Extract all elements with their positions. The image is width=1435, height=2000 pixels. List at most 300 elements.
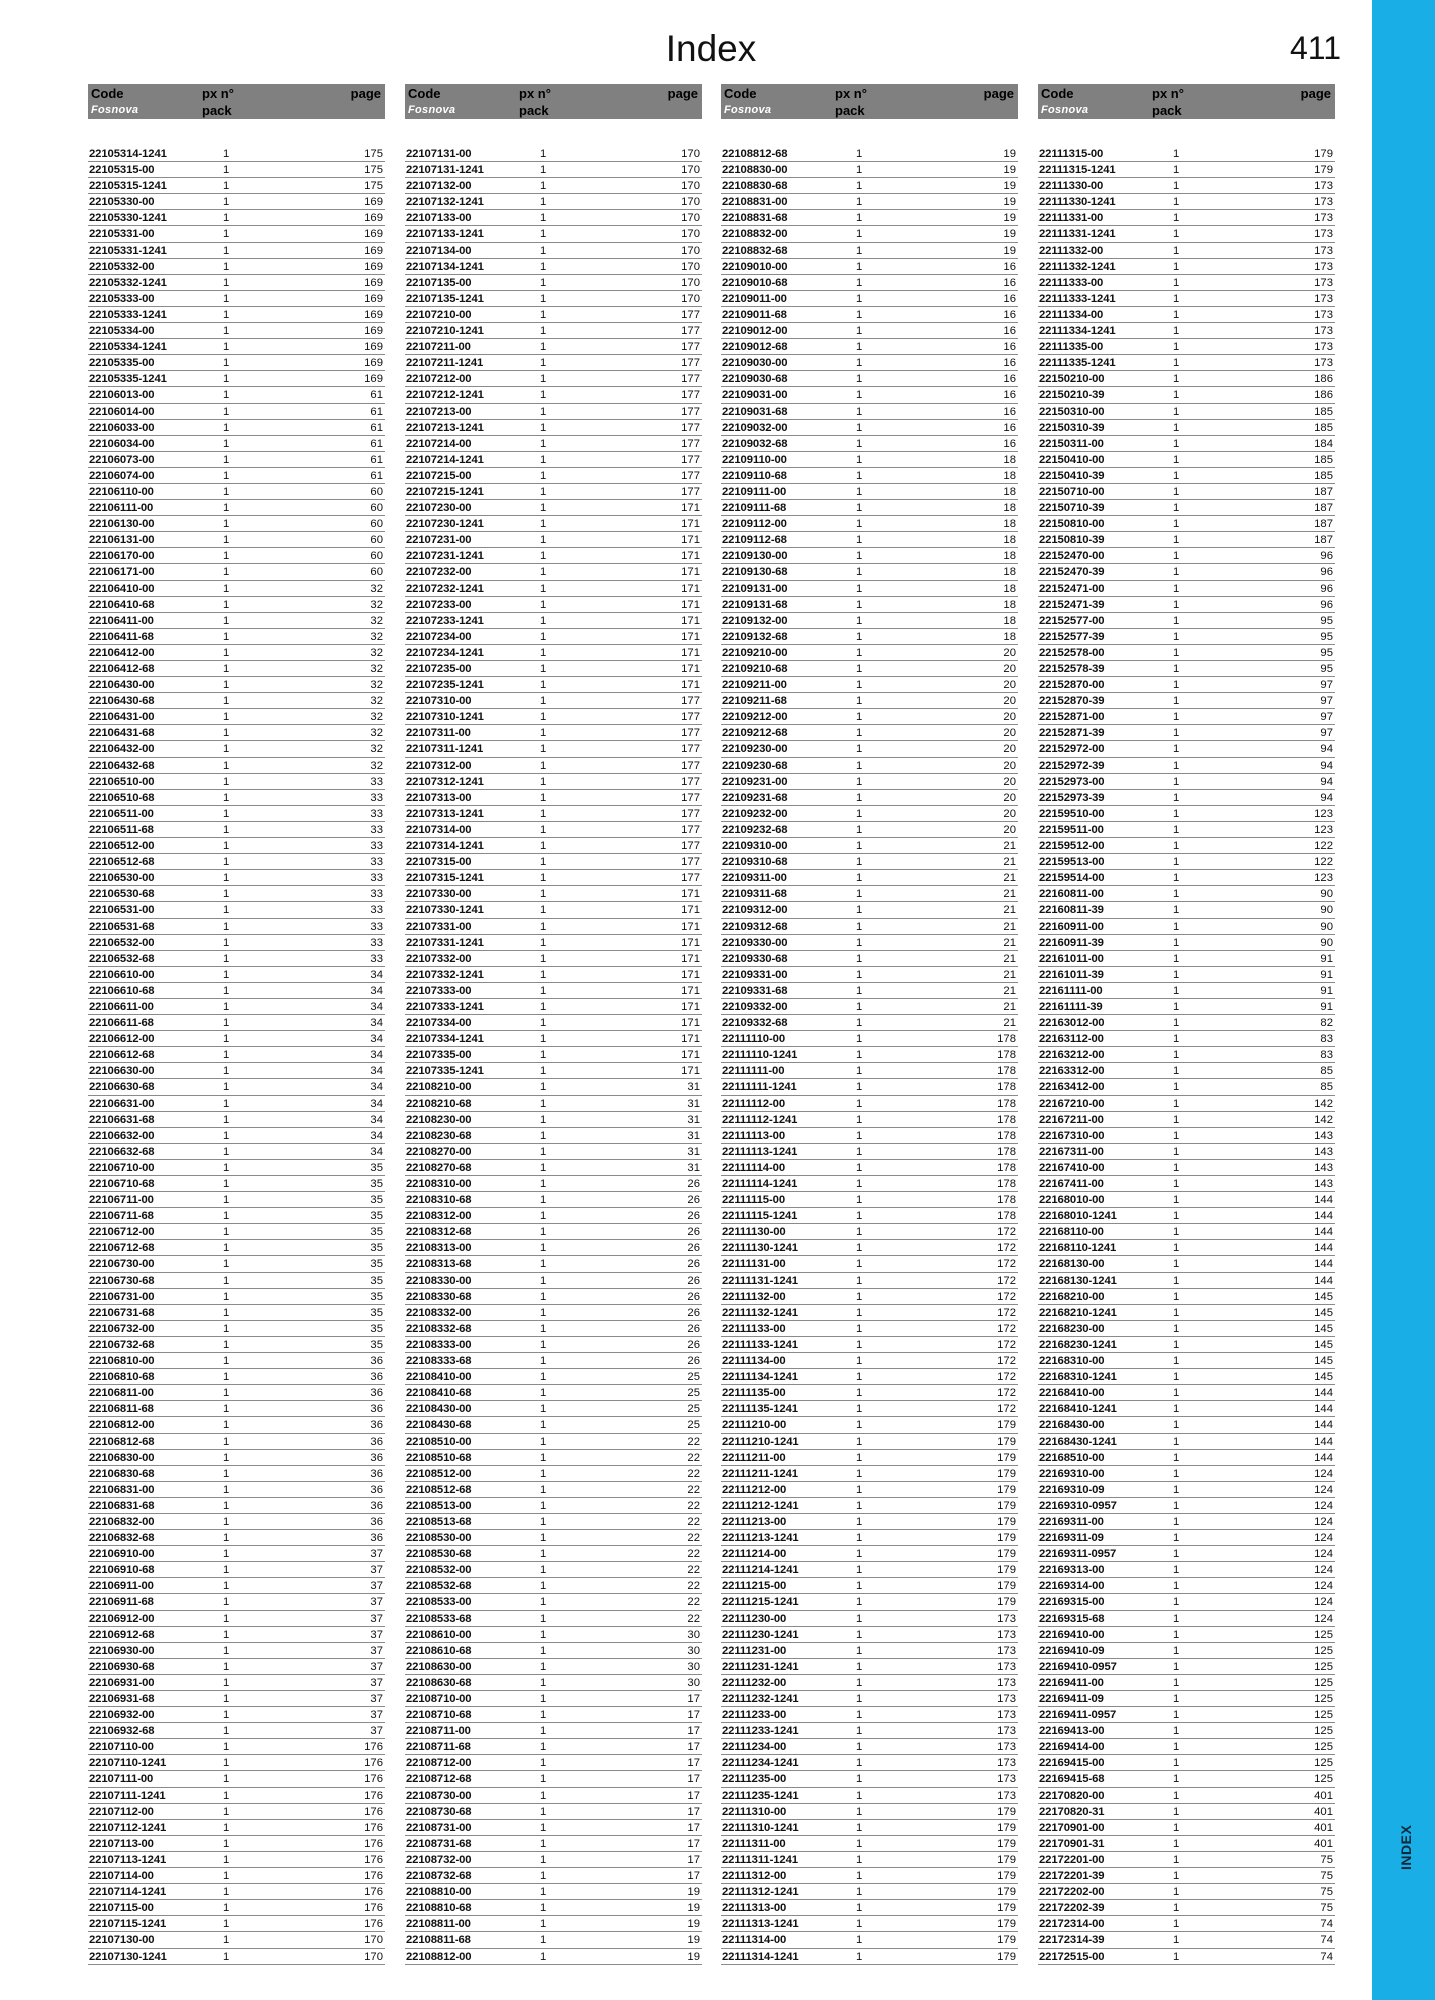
pack-quantity: 1 — [540, 1194, 547, 1207]
product-code: 22105331-1241 — [89, 244, 167, 257]
pack-quantity: 1 — [1173, 453, 1180, 466]
table-row — [721, 1369, 1018, 1385]
pack-quantity: 1 — [1173, 1918, 1180, 1931]
page-reference: 26 — [687, 1355, 700, 1368]
product-code: 22106110-00 — [89, 485, 154, 498]
table-row — [721, 967, 1018, 983]
product-code: 22111212-00 — [722, 1483, 787, 1496]
pack-quantity: 1 — [856, 1580, 863, 1593]
product-code: 22108332-68 — [406, 1322, 472, 1335]
table-row — [405, 323, 702, 339]
table-row — [1038, 1788, 1335, 1804]
product-code: 22106631-68 — [89, 1113, 155, 1126]
page-reference: 83 — [1320, 1049, 1333, 1062]
product-code: 22160811-00 — [1039, 888, 1104, 901]
table-row — [1038, 1144, 1335, 1160]
pack-quantity: 1 — [1173, 244, 1180, 257]
pack-quantity: 1 — [540, 1145, 547, 1158]
pack-quantity: 1 — [1173, 1419, 1180, 1432]
table-row — [721, 886, 1018, 902]
table-row — [721, 1047, 1018, 1063]
table-row — [405, 1015, 702, 1031]
page-reference: 172 — [997, 1242, 1016, 1255]
page-reference: 19 — [687, 1918, 700, 1931]
page-reference: 95 — [1320, 663, 1333, 675]
table-row — [405, 1385, 702, 1401]
pack-quantity: 1 — [856, 663, 863, 675]
page-reference: 124 — [1314, 1467, 1333, 1480]
page-reference: 145 — [1314, 1290, 1333, 1303]
pack-quantity: 1 — [856, 582, 863, 595]
product-code: 22111130-1241 — [722, 1242, 798, 1255]
pack-quantity: 1 — [856, 614, 863, 627]
page-reference: 171 — [681, 646, 700, 659]
pack-quantity: 1 — [540, 453, 547, 466]
product-code: 22108513-00 — [406, 1499, 472, 1512]
product-code: 22111134-00 — [722, 1355, 786, 1368]
product-code: 22108532-68 — [406, 1580, 472, 1593]
product-code: 22108210-00 — [406, 1081, 472, 1094]
table-row — [1038, 1079, 1335, 1095]
page-reference: 176 — [364, 1773, 383, 1786]
product-code: 22111130-00 — [722, 1226, 786, 1239]
pack-quantity: 1 — [856, 1773, 863, 1786]
page-reference: 16 — [1003, 325, 1016, 338]
page-reference: 171 — [681, 614, 700, 627]
pack-quantity: 1 — [856, 341, 863, 354]
pack-quantity: 1 — [223, 727, 230, 740]
table-row — [721, 870, 1018, 886]
table-row — [405, 1144, 702, 1160]
page-reference: 125 — [1314, 1725, 1333, 1738]
page-reference: 124 — [1314, 1515, 1333, 1528]
pack-quantity: 1 — [540, 1403, 547, 1416]
pack-quantity: 1 — [223, 453, 230, 466]
pack-quantity: 1 — [1173, 1789, 1180, 1802]
page-reference: 16 — [1003, 373, 1016, 386]
product-code: 22161011-39 — [1039, 968, 1104, 981]
table-row — [88, 1176, 385, 1192]
pack-quantity: 1 — [540, 1676, 547, 1689]
column-header — [405, 84, 702, 119]
table-row — [405, 581, 702, 597]
table-row — [405, 790, 702, 806]
page-reference: 95 — [1320, 646, 1333, 659]
page-reference: 35 — [370, 1258, 383, 1271]
table-row — [721, 210, 1018, 226]
pack-quantity: 1 — [1173, 1226, 1180, 1239]
product-code: 22106014-00 — [89, 405, 155, 418]
table-row — [88, 629, 385, 645]
pack-quantity: 1 — [856, 1644, 863, 1657]
pack-quantity: 1 — [223, 936, 230, 949]
product-code: 22109032-68 — [722, 437, 788, 450]
pack-quantity: 1 — [1173, 888, 1180, 901]
product-code: 22108510-68 — [406, 1451, 472, 1464]
page-reference: 31 — [687, 1161, 700, 1174]
pack-quantity: 1 — [856, 1757, 863, 1770]
pack-quantity: 1 — [223, 1113, 230, 1126]
page-reference: 125 — [1314, 1644, 1333, 1657]
pack-quantity: 1 — [1173, 196, 1180, 209]
page-reference: 85 — [1320, 1081, 1333, 1094]
table-row — [1038, 983, 1335, 999]
page-reference: 36 — [370, 1499, 383, 1512]
product-code: 22150810-00 — [1039, 518, 1105, 531]
pack-quantity: 1 — [1173, 1902, 1180, 1915]
pack-quantity: 1 — [223, 1355, 230, 1368]
page-reference: 173 — [997, 1676, 1016, 1689]
table-row — [88, 983, 385, 999]
table-row — [721, 1144, 1018, 1160]
table-row — [1038, 162, 1335, 178]
pack-quantity: 1 — [856, 679, 863, 692]
product-code: 22109112-68 — [722, 534, 787, 547]
pack-quantity: 1 — [223, 856, 230, 869]
product-code: 22106431-00 — [89, 711, 155, 724]
table-row — [88, 1160, 385, 1176]
pack-quantity: 1 — [856, 1065, 863, 1078]
product-code: 22106612-00 — [89, 1033, 155, 1046]
product-code: 22106131-00 — [89, 534, 155, 547]
product-code: 22163312-00 — [1039, 1065, 1105, 1078]
page-reference: 20 — [1003, 775, 1016, 788]
table-row — [88, 436, 385, 452]
header-page-label: page — [1300, 86, 1331, 101]
table-row — [1038, 1128, 1335, 1144]
pack-quantity: 1 — [223, 663, 230, 675]
table-row — [721, 1659, 1018, 1675]
pack-quantity: 1 — [856, 1387, 863, 1400]
product-code: 22170820-31 — [1039, 1805, 1105, 1818]
product-code: 22107113-1241 — [89, 1853, 167, 1866]
page-reference: 33 — [370, 775, 383, 788]
pack-quantity: 1 — [856, 502, 863, 515]
pack-quantity: 1 — [223, 1853, 230, 1866]
product-code: 22107233-00 — [406, 598, 472, 611]
table-row — [1038, 1578, 1335, 1594]
product-code: 22107331-00 — [406, 920, 472, 933]
pack-quantity: 1 — [856, 872, 863, 885]
page-reference: 177 — [681, 308, 700, 321]
table-row — [88, 597, 385, 613]
page-reference: 17 — [687, 1805, 700, 1818]
product-code: 22152871-00 — [1039, 711, 1105, 724]
table-row — [1038, 1771, 1335, 1787]
product-code: 22106430-68 — [89, 695, 155, 708]
product-code: 22109030-68 — [722, 373, 788, 386]
pack-quantity: 1 — [856, 840, 863, 853]
page-reference: 37 — [370, 1564, 383, 1577]
pack-quantity: 1 — [856, 373, 863, 386]
pack-quantity: 1 — [540, 1934, 547, 1947]
page-reference: 22 — [687, 1564, 700, 1577]
product-code: 22106530-00 — [89, 872, 155, 885]
page-reference: 36 — [370, 1467, 383, 1480]
page-reference: 36 — [370, 1403, 383, 1416]
header-pack-label: pack — [519, 103, 549, 118]
page-reference: 177 — [681, 405, 700, 418]
page-reference: 19 — [687, 1950, 700, 1963]
product-code: 22106732-68 — [89, 1338, 155, 1351]
header-px-label: px n° — [519, 86, 551, 101]
page-reference: 34 — [370, 1000, 383, 1013]
pack-quantity: 1 — [1173, 1338, 1180, 1351]
product-code: 22105335-1241 — [89, 373, 167, 386]
page-reference: 61 — [370, 405, 383, 418]
table-row — [88, 1739, 385, 1755]
table-row — [88, 162, 385, 178]
table-row — [721, 1208, 1018, 1224]
page-reference: 91 — [1320, 1000, 1333, 1013]
pack-quantity: 1 — [540, 1113, 547, 1126]
product-code: 22167411-00 — [1039, 1178, 1104, 1190]
page-reference: 125 — [1314, 1676, 1333, 1689]
product-code: 22111335-1241 — [1039, 357, 1116, 370]
product-code: 22107332-00 — [406, 952, 472, 965]
product-code: 22109230-68 — [722, 759, 788, 772]
page-reference: 30 — [687, 1644, 700, 1657]
table-row — [1038, 693, 1335, 709]
table-row — [405, 1273, 702, 1289]
product-code: 22108812-00 — [406, 1950, 472, 1963]
table-row — [721, 597, 1018, 613]
pack-quantity: 1 — [856, 518, 863, 531]
page-reference: 16 — [1003, 292, 1016, 305]
pack-quantity: 1 — [223, 1628, 230, 1641]
pack-quantity: 1 — [540, 1338, 547, 1351]
pack-quantity: 1 — [223, 357, 230, 370]
page-reference: 401 — [1314, 1805, 1333, 1818]
product-code: 22111235-1241 — [722, 1789, 799, 1802]
table-row — [405, 709, 702, 725]
pack-quantity: 1 — [223, 1483, 230, 1496]
product-code: 22111315-1241 — [1039, 164, 1116, 177]
table-row — [1038, 1434, 1335, 1450]
product-code: 22111131-00 — [722, 1258, 786, 1271]
page-reference: 178 — [997, 1097, 1016, 1110]
product-code: 22109011-68 — [722, 308, 787, 321]
pack-quantity: 1 — [1173, 872, 1180, 885]
product-code: 22106512-00 — [89, 840, 155, 853]
pack-quantity: 1 — [856, 453, 863, 466]
product-code: 22111333-00 — [1039, 276, 1104, 289]
page-reference: 82 — [1320, 1017, 1333, 1030]
product-code: 22105332-1241 — [89, 276, 167, 289]
page-reference: 20 — [1003, 727, 1016, 740]
page-reference: 22 — [687, 1467, 700, 1480]
table-row — [88, 1659, 385, 1675]
table-row — [88, 1353, 385, 1369]
product-code: 22105314-1241 — [89, 148, 167, 160]
table-row — [1038, 1691, 1335, 1707]
pack-quantity: 1 — [223, 759, 230, 772]
page-reference: 172 — [997, 1258, 1016, 1271]
page-reference: 26 — [687, 1226, 700, 1239]
pack-quantity: 1 — [540, 1242, 547, 1255]
product-code: 22111310-00 — [722, 1805, 787, 1818]
product-code: 22107310-00 — [406, 695, 472, 708]
product-code: 22152470-39 — [1039, 566, 1105, 579]
pack-quantity: 1 — [1173, 1532, 1180, 1545]
table-row — [88, 307, 385, 323]
page-reference: 21 — [1003, 1000, 1016, 1013]
table-row — [88, 259, 385, 275]
pack-quantity: 1 — [223, 775, 230, 788]
page-reference: 94 — [1320, 775, 1333, 788]
pack-quantity: 1 — [223, 807, 230, 820]
pack-quantity: 1 — [1173, 1709, 1180, 1722]
product-code: 22106811-00 — [89, 1387, 154, 1400]
pack-quantity: 1 — [856, 968, 863, 981]
page-reference: 74 — [1320, 1950, 1333, 1963]
pack-quantity: 1 — [856, 1515, 863, 1528]
table-row — [721, 259, 1018, 275]
product-code: 22107113-00 — [89, 1837, 154, 1850]
table-row — [88, 758, 385, 774]
product-code: 22109331-00 — [722, 968, 788, 981]
page-reference: 18 — [1003, 502, 1016, 515]
product-code: 22111135-1241 — [722, 1403, 798, 1416]
page-reference: 19 — [1003, 244, 1016, 257]
table-row — [721, 1707, 1018, 1723]
product-code: 22111330-1241 — [1039, 196, 1116, 209]
pack-quantity: 1 — [1173, 1274, 1180, 1287]
product-code: 22109231-68 — [722, 791, 788, 804]
product-code: 22111233-00 — [722, 1709, 787, 1722]
product-code: 22167211-00 — [1039, 1113, 1104, 1126]
table-row — [1038, 1256, 1335, 1272]
page-reference: 91 — [1320, 984, 1333, 997]
table-row — [721, 1771, 1018, 1787]
table-row — [88, 1594, 385, 1610]
table-row — [1038, 548, 1335, 564]
product-code: 22108410-68 — [406, 1387, 472, 1400]
table-row — [721, 1128, 1018, 1144]
pack-quantity: 1 — [1173, 1000, 1180, 1013]
page-reference: 176 — [364, 1886, 383, 1899]
table-row — [405, 951, 702, 967]
page-reference: 187 — [1314, 518, 1333, 531]
product-code: 22159514-00 — [1039, 872, 1105, 885]
pack-quantity: 1 — [1173, 952, 1180, 965]
table-row — [405, 210, 702, 226]
table-row — [721, 1063, 1018, 1079]
product-code: 22106531-00 — [89, 904, 155, 917]
pack-quantity: 1 — [856, 984, 863, 997]
pack-quantity: 1 — [223, 1161, 230, 1174]
table-row — [405, 1627, 702, 1643]
pack-quantity: 1 — [1173, 823, 1180, 836]
pack-quantity: 1 — [540, 357, 547, 370]
table-row — [88, 1755, 385, 1771]
page-reference: 36 — [370, 1451, 383, 1464]
table-row — [1038, 484, 1335, 500]
product-code: 22106712-68 — [89, 1242, 155, 1255]
product-code: 22109230-00 — [722, 743, 788, 756]
table-row — [721, 532, 1018, 548]
page-reference: 177 — [681, 695, 700, 708]
page-reference: 36 — [370, 1532, 383, 1545]
page-reference: 401 — [1314, 1821, 1333, 1834]
product-code: 22107312-1241 — [406, 775, 484, 788]
product-code: 22107210-1241 — [406, 325, 484, 338]
pack-quantity: 1 — [540, 421, 547, 434]
page-reference: 172 — [997, 1387, 1016, 1400]
pack-quantity: 1 — [856, 1548, 863, 1561]
product-code: 22168410-00 — [1039, 1387, 1105, 1400]
table-row — [405, 902, 702, 918]
pack-quantity: 1 — [856, 180, 863, 193]
product-code: 22107215-00 — [406, 469, 472, 482]
page-reference: 173 — [1314, 276, 1333, 289]
page-reference: 32 — [370, 614, 383, 627]
table-row — [88, 774, 385, 790]
pack-quantity: 1 — [1173, 1821, 1180, 1834]
product-code: 22111132-00 — [722, 1290, 786, 1303]
table-row — [405, 1450, 702, 1466]
pack-quantity: 1 — [1173, 1081, 1180, 1094]
pack-quantity: 1 — [540, 1773, 547, 1786]
pack-quantity: 1 — [1173, 357, 1180, 370]
table-row — [88, 355, 385, 371]
product-code: 22109211-68 — [722, 695, 787, 708]
table-row — [88, 790, 385, 806]
table-row — [405, 1176, 702, 1192]
table-row — [721, 758, 1018, 774]
page-reference: 176 — [364, 1741, 383, 1754]
pack-quantity: 1 — [223, 630, 230, 643]
table-row — [1038, 790, 1335, 806]
table-row — [721, 709, 1018, 725]
table-row — [1038, 1450, 1335, 1466]
product-code: 22106911-68 — [89, 1596, 154, 1609]
product-code: 22108530-00 — [406, 1532, 472, 1545]
page-reference: 97 — [1320, 695, 1333, 708]
pack-quantity: 1 — [856, 212, 863, 225]
product-code: 22111230-1241 — [722, 1628, 799, 1641]
pack-quantity: 1 — [856, 952, 863, 965]
table-row — [88, 1627, 385, 1643]
page-reference: 22 — [687, 1483, 700, 1496]
page-reference: 36 — [370, 1371, 383, 1384]
page-reference: 25 — [687, 1419, 700, 1432]
pack-quantity: 1 — [223, 164, 230, 177]
product-code: 22109212-00 — [722, 711, 788, 724]
pack-quantity: 1 — [1173, 469, 1180, 482]
pack-quantity: 1 — [1173, 920, 1180, 933]
table-row — [721, 275, 1018, 291]
product-code: 22107214-00 — [406, 437, 472, 450]
product-code: 22109130-00 — [722, 550, 788, 563]
pack-quantity: 1 — [223, 1226, 230, 1239]
table-row — [1038, 259, 1335, 275]
table-row — [721, 1514, 1018, 1530]
pack-quantity: 1 — [856, 148, 863, 160]
product-code: 22168410-1241 — [1039, 1403, 1117, 1416]
page-reference: 60 — [370, 502, 383, 515]
product-code: 22169410-00 — [1039, 1628, 1105, 1641]
page-reference: 97 — [1320, 727, 1333, 740]
product-code: 22106170-00 — [89, 550, 155, 563]
product-code: 22111132-1241 — [722, 1306, 798, 1319]
product-code: 22107335-1241 — [406, 1065, 484, 1078]
product-code: 22107233-1241 — [406, 614, 484, 627]
product-code: 22106812-68 — [89, 1435, 155, 1448]
product-code: 22107310-1241 — [406, 711, 484, 724]
page-number: 411 — [1290, 30, 1342, 66]
product-code: 22106911-00 — [89, 1580, 154, 1593]
